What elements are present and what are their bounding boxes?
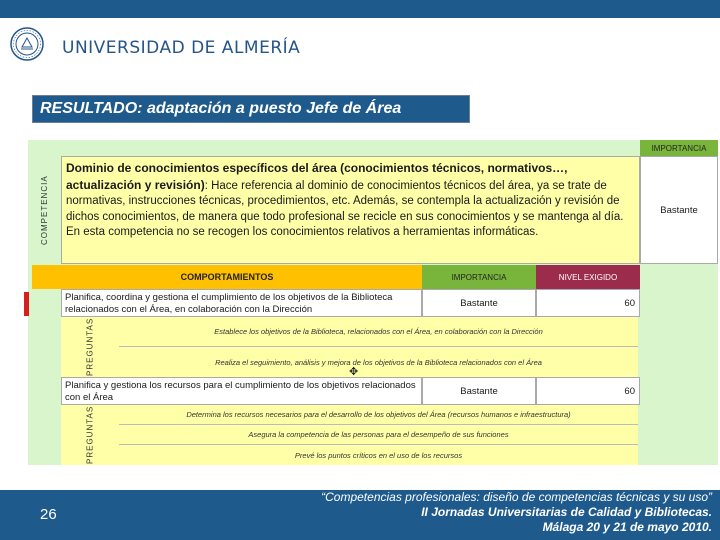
result-title: RESULTADO: adaptación a puesto Jefe de Área [32, 95, 470, 123]
behaviour-2-questions-label: PREGUNTAS [61, 405, 119, 465]
university-name: UNIVERSIDAD DE ALMERÍA [62, 38, 301, 58]
behaviour-2-question-3: Prevé los puntos críticos en el uso de los recursos [119, 445, 638, 465]
competence-top-strip [28, 140, 640, 156]
competence-importance-value: Bastante [640, 156, 718, 264]
row-marker [24, 292, 29, 316]
footer-line-1: “Competencias profesionales: diseño de competencias técnicas y su uso” [321, 490, 712, 504]
behaviour-1-questions-label: PREGUNTAS [61, 317, 119, 377]
university-seal-icon [10, 27, 44, 61]
behaviour-1-question-1: Establece los objetivos de la Biblioteca, relacionados con el Área, en colaboración con la Dirección [119, 317, 638, 347]
cursor-icon: ✥ [349, 366, 359, 378]
behaviours-header: COMPORTAMIENTOS [32, 265, 422, 289]
competence-description [61, 156, 640, 264]
behaviours-level-header: NIVEL EXIGIDO [536, 265, 640, 289]
page-number: 26 [40, 506, 57, 523]
competence-description-text: : Hace referencia al dominio de conocimientos técnicos del área, ya se trate de normativas, instrucciones técnicas, procedimientos, etc. Además, se contempla la actualización y revisión de dichos conocimientos, de manera que todo profesional se recicle en sus conocimientos y se mantenga al día. En esta competencia no se recogen los conocimientos relativos a herramientas informáticas. [66, 179, 624, 238]
behaviours-importance-header: IMPORTANCIA [422, 265, 536, 289]
competence-title: Dominio de conocimientos específicos del área (conocimientos técnicos, normativos…, actualización y revisión) [66, 161, 568, 192]
competence-importance-header: IMPORTANCIA [640, 140, 718, 156]
footer-line-2: II Jornadas Universitarias de Calidad y Bibliotecas. [421, 505, 712, 519]
behaviour-1-importance: Bastante [422, 289, 536, 317]
behaviour-2-text: Planifica y gestiona los recursos para el cumplimiento de los objetivos relacionados con el Área [61, 377, 422, 405]
competence-table [28, 140, 718, 468]
behaviour-2-question-1: Determina los recursos necesarios para el desarrollo de los objetivos del Área (recursos humanos e infraestructura) [119, 405, 638, 425]
competence-side-label: COMPETENCIA [28, 156, 61, 264]
behaviour-1-level: 60 [536, 289, 640, 317]
behaviour-1-text: Planifica, coordina y gestiona el cumplimiento de los objetivos de la Biblioteca relacionados con el Área, en colaboración con la Dirección [61, 289, 422, 317]
footer-line-3: Málaga 20 y 21 de mayo 2010. [542, 520, 712, 534]
behaviour-2-importance: Bastante [422, 377, 536, 405]
footer-citation [132, 490, 712, 535]
behaviour-2-question-2: Asegura la competencia de las personas para el desempeño de sus funciones [119, 425, 638, 445]
behaviour-2-level: 60 [536, 377, 640, 405]
top-bar [0, 0, 720, 18]
behaviour-1-question-2: Realiza el seguimiento, análisis y mejora de los objetivos de la Biblioteca relacionados con el Área [119, 347, 638, 377]
